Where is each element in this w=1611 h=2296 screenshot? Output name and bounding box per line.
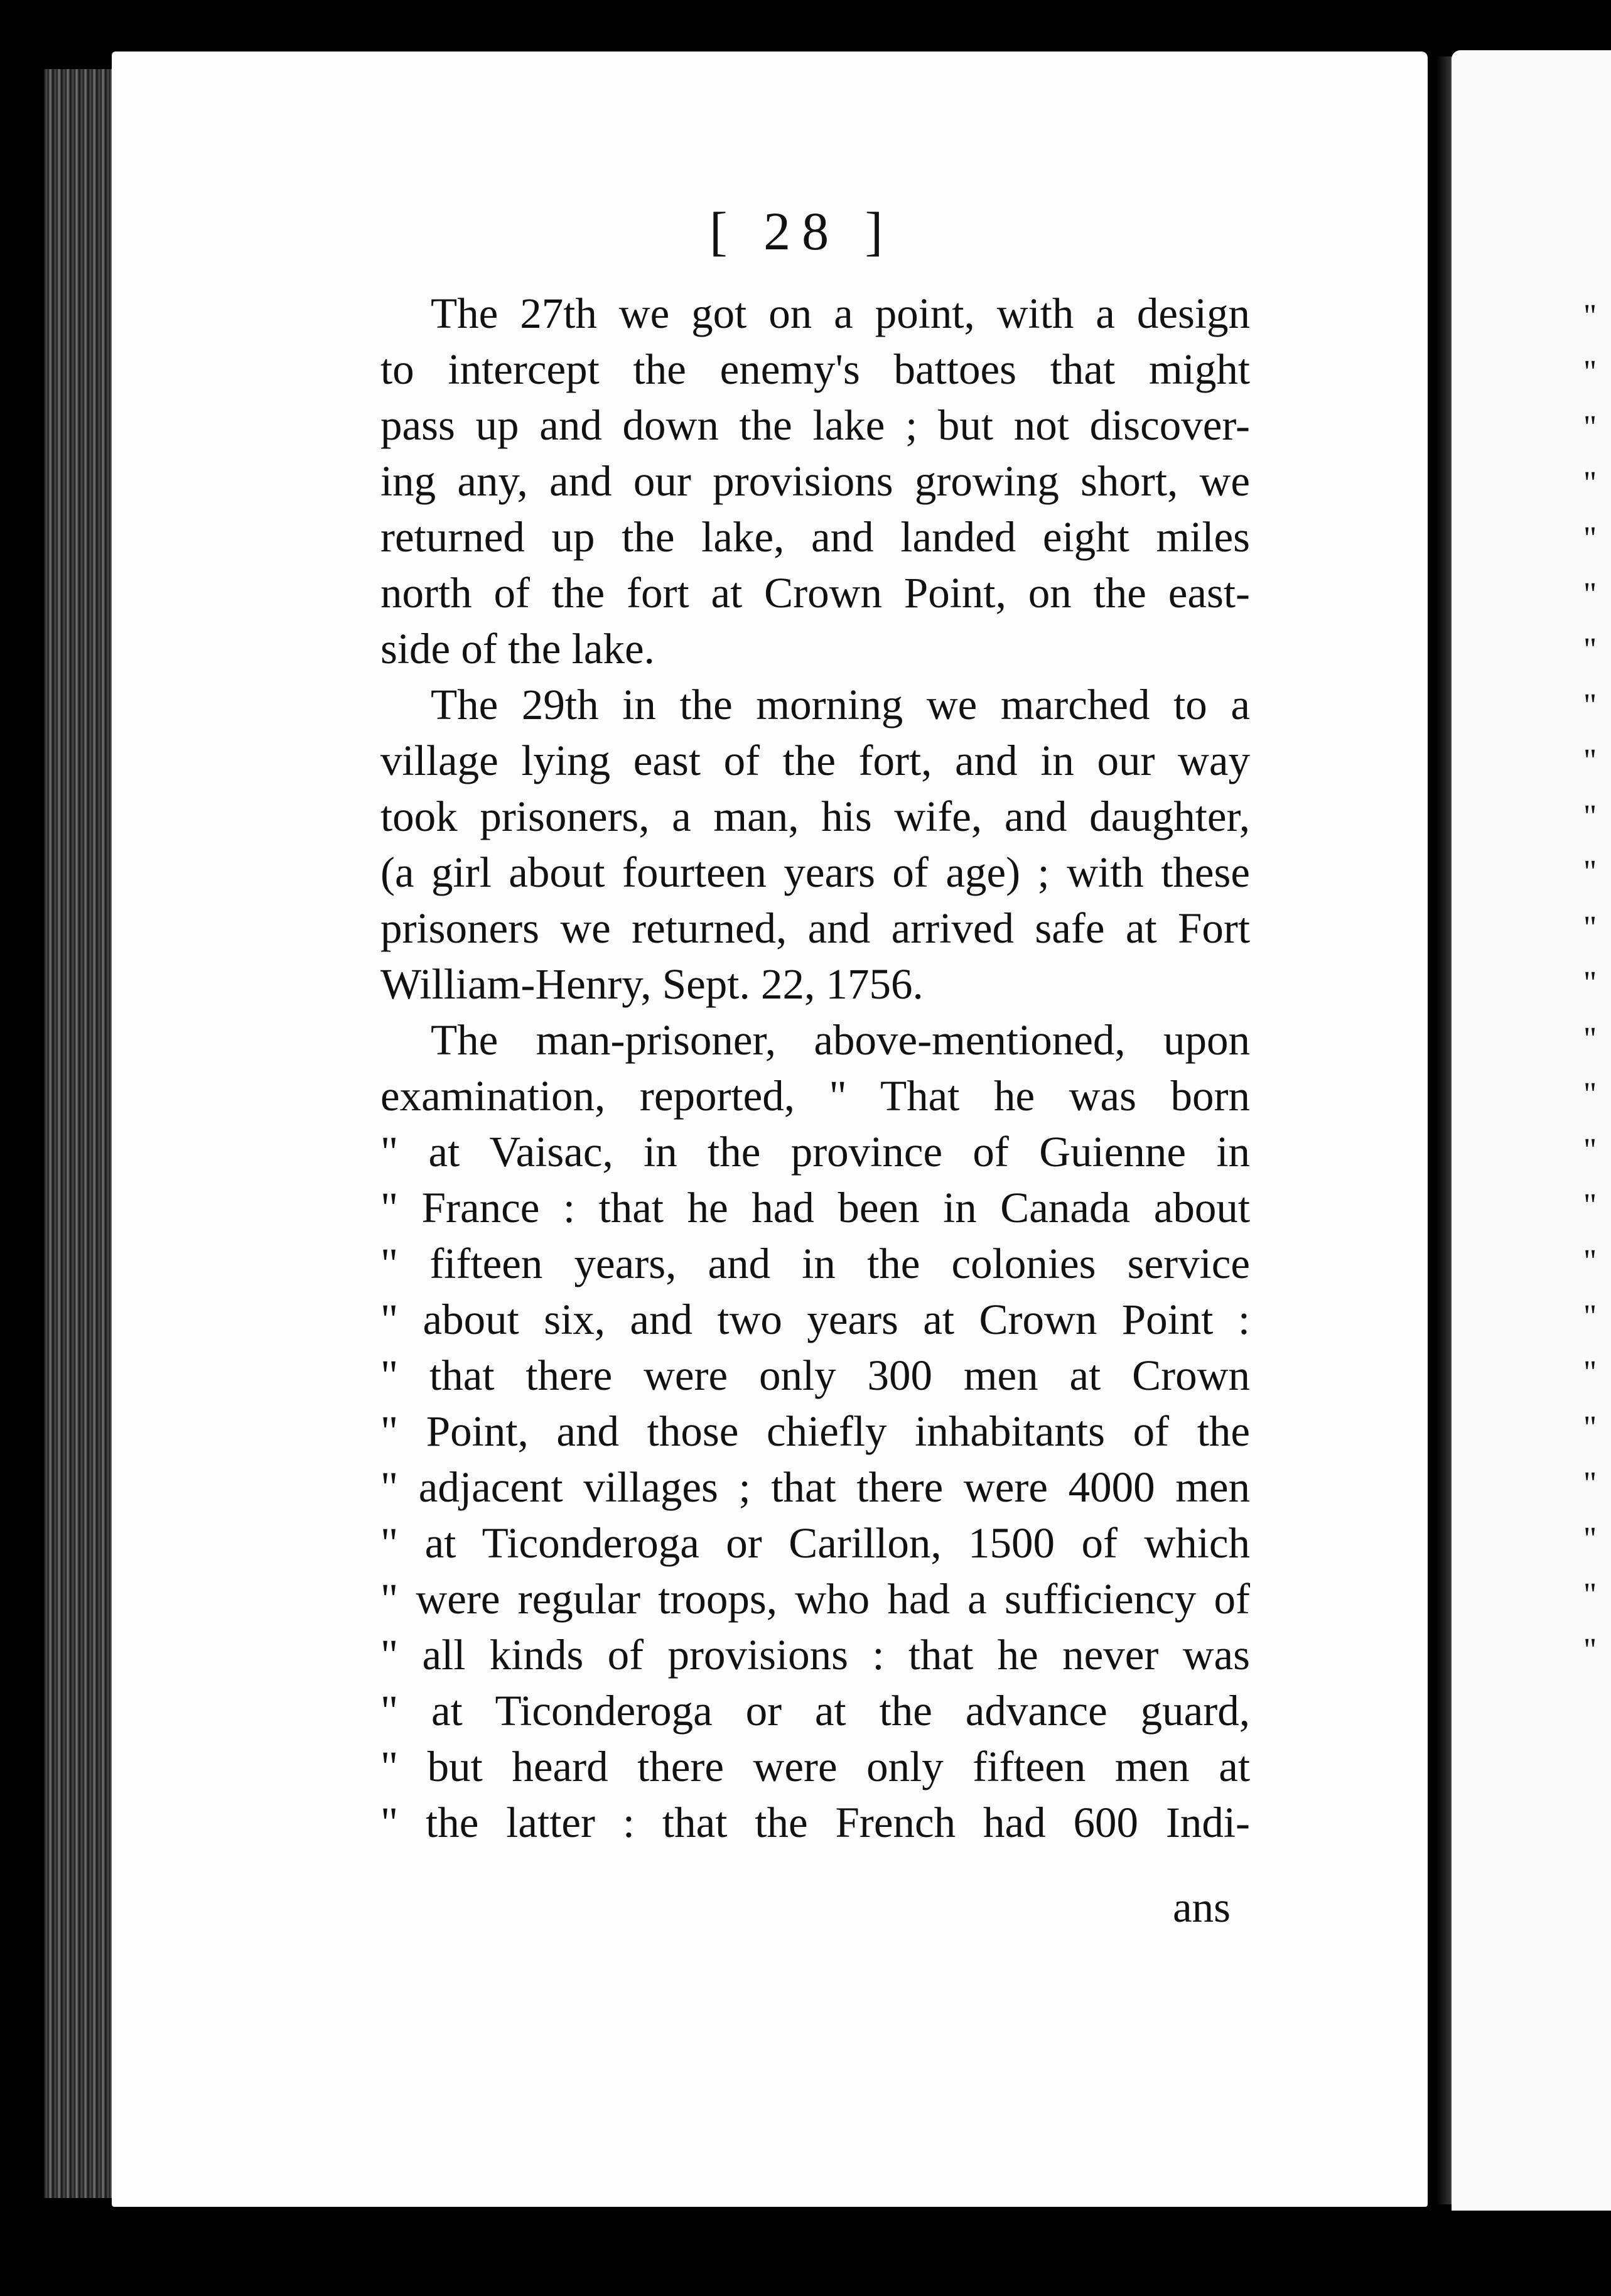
text-line: ing any, and our provisions growing short, we (380, 457, 1250, 505)
text-line: " the latter : that the French had 600 Indi- (380, 1799, 1250, 1846)
text-line: to intercept the enemy's battoes that might (380, 345, 1250, 393)
facing-page-quote-mark: " (1583, 1243, 1597, 1279)
facing-page-quote-mark: " (1583, 1076, 1597, 1112)
facing-page-quote-mark: " (1583, 576, 1597, 612)
text-line: " all kinds of provisions : that he never was (380, 1631, 1250, 1679)
text-line: pass up and down the lake ; but not discover- (380, 401, 1250, 449)
facing-page-quote-mark: " (1583, 743, 1597, 779)
facing-page-quote-mark: " (1583, 798, 1597, 835)
facing-page-quote-mark: " (1583, 909, 1597, 946)
text-line: " France : that he had been in Canada about (380, 1184, 1250, 1232)
page-number: [ 28 ] (709, 201, 895, 261)
text-line: " at Ticonderoga or Carillon, 1500 of which (380, 1519, 1250, 1567)
facing-page-quote-mark: " (1583, 1021, 1597, 1057)
text-line: took prisoners, a man, his wife, and daughter, (380, 793, 1250, 840)
facing-page-quote-mark: " (1583, 1132, 1597, 1168)
facing-page-quote-mark: " (1583, 1576, 1597, 1613)
text-line: The man-prisoner, above-mentioned, upon (431, 1016, 1250, 1064)
text-line: " adjacent villages ; that there were 4000 men (380, 1463, 1250, 1511)
body-text (380, 286, 1250, 1851)
facing-page-quote-mark: " (1583, 1410, 1597, 1446)
facing-page-quote-mark: " (1583, 1354, 1597, 1390)
text-line: " but heard there were only fifteen men at (380, 1743, 1250, 1790)
text-line: The 27th we got on a point, with a design (431, 290, 1250, 337)
paragraph-3 (380, 1012, 1250, 1851)
text-line: " Point, and those chiefly inhabitants of the (380, 1407, 1250, 1455)
text-line: returned up the lake, and landed eight miles (380, 513, 1250, 561)
facing-page-quote-mark: " (1583, 1188, 1597, 1223)
text-line: William-Henry, Sept. 22, 1756. (380, 960, 924, 1008)
text-line: The 29th in the morning we marched to a (431, 681, 1250, 728)
text-line: " about six, and two years at Crown Point : (380, 1296, 1250, 1343)
facing-page-quote-mark: " (1583, 965, 1597, 1001)
facing-page-quote-mark: " (1583, 354, 1597, 390)
catchword: ans (1173, 1883, 1231, 1931)
facing-page-quote-mark: " (1583, 1521, 1597, 1557)
paragraph-2 (380, 677, 1250, 1012)
text-line: north of the fort at Crown Point, on the east- (380, 569, 1250, 617)
facing-page-quote-mark: " (1583, 687, 1597, 723)
facing-page-quote-mark: " (1583, 409, 1597, 445)
text-line: " that there were only 300 men at Crown (380, 1351, 1250, 1399)
text-line: " were regular troops, who had a sufficiency of (380, 1575, 1250, 1623)
text-line: " at Vaisac, in the province of Guienne in (380, 1128, 1250, 1176)
text-line: (a girl about fourteen years of age) ; with these (380, 848, 1250, 896)
book-spine (44, 69, 119, 2198)
facing-page-quote-mark: " (1583, 1465, 1597, 1502)
facing-page-quote-mark: " (1583, 465, 1597, 501)
facing-page-quote-mark: " (1583, 632, 1597, 668)
facing-page-quote-mark: " (1583, 521, 1597, 556)
facing-page-quote-mark: " (1583, 1632, 1597, 1668)
paragraph-1 (380, 286, 1250, 677)
text-line: side of the lake. (380, 625, 655, 673)
facing-page-quote-mark: " (1583, 1299, 1597, 1335)
text-line: village lying east of the fort, and in our way (380, 737, 1250, 784)
text-line: " fifteen years, and in the colonies service (380, 1240, 1250, 1287)
text-line: " at Ticonderoga or at the advance guard, (380, 1687, 1250, 1735)
text-line: prisoners we returned, and arrived safe at Fort (380, 904, 1250, 952)
facing-page-quote-mark: " (1583, 298, 1597, 334)
text-line: examination, reported, " That he was born (380, 1072, 1250, 1120)
facing-page-quote-marks (1583, 289, 1597, 1679)
facing-page-quote-mark: " (1583, 854, 1597, 890)
